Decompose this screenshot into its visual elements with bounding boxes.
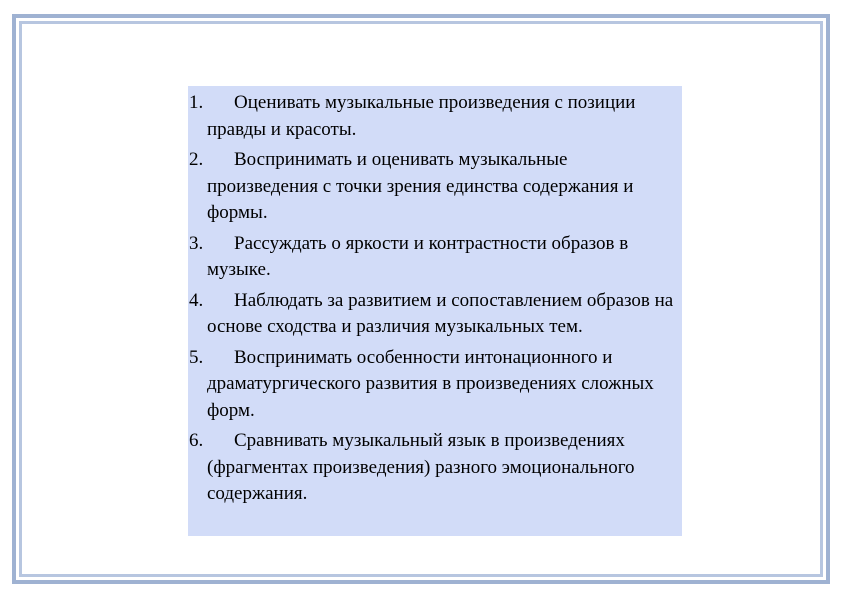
list-item-number: 1.: [189, 92, 204, 113]
list-item: [188, 231, 682, 284]
list-item: [188, 288, 682, 341]
list-item-number: 6.: [189, 430, 204, 451]
list-item-number: 3.: [189, 232, 204, 254]
list-item-text: Сравнивать музыкальный язык в произведениях (фрагментах произведения) разного эмоционального содержания.: [207, 430, 635, 504]
list-item: [188, 90, 682, 143]
numbered-list: [188, 86, 682, 536]
list-item: [188, 345, 682, 425]
list-item: [188, 428, 682, 508]
list-item: [188, 147, 682, 227]
list-item-text: Наблюдать за развитием и сопоставлением образов на основе сходства и различия музыкальных тем.: [207, 289, 674, 337]
list-item-text: Воспринимать и оценивать музыкальные произведения с точки зрения единства содержания и формы.: [207, 149, 634, 223]
list-item-number: 2.: [189, 149, 204, 170]
list-item-text: Оценивать музыкальные произведения с позиции правды и красоты.: [207, 92, 636, 140]
list-item-text: Воспринимать особенности интонационного и драматургического развития в произведениях сложных форм.: [207, 346, 654, 421]
list-item-text: Рассуждать о яркости и контрастности образов в музыке.: [207, 232, 629, 280]
list-item-number: 4.: [189, 289, 204, 311]
list-item-number: 5.: [189, 346, 204, 368]
